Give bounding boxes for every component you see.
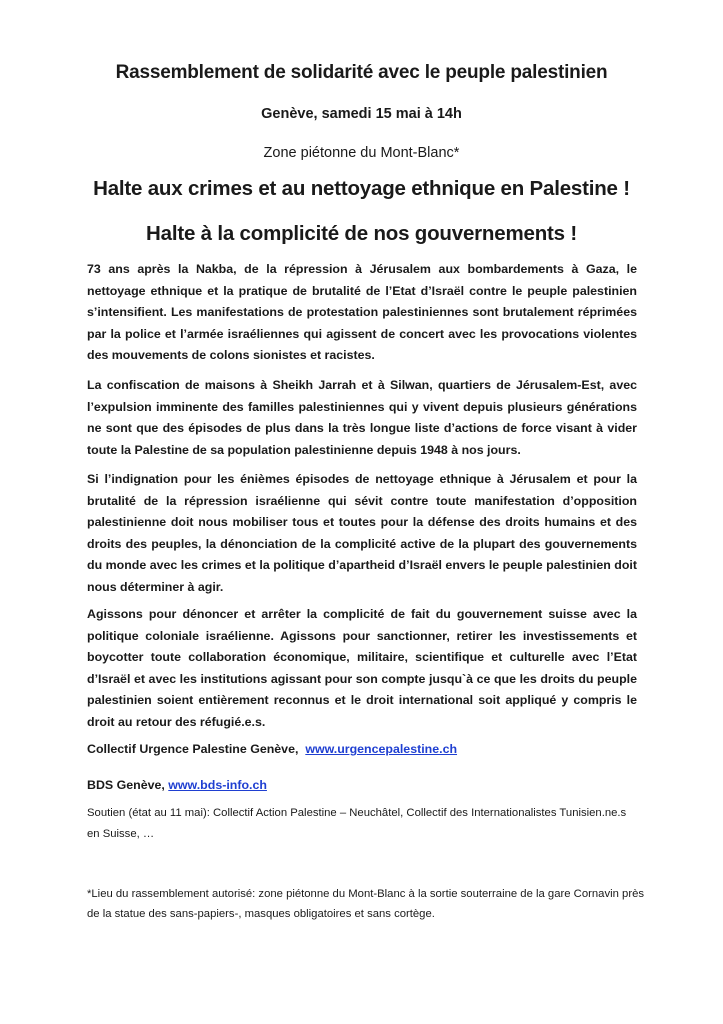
signatory-urgence-palestine: [87, 740, 457, 758]
headline-complicity: Halte à la complicité de nos gouvernements !: [146, 222, 577, 245]
signatory-name: BDS Genève,: [87, 778, 165, 792]
paragraph-agissons: Agissons pour dénoncer et arrêter la complicité de fait du gouvernement suisse avec la politique coloniale israélienne. Agissons pour sanctionner, retirer les investissements et boycotter toute collaboration économique, militaire, scientifique et culturelle avec l’Etat d’Israël et avec les institutions agissant pour son compte jusqu`à ce que les droits du peuple palestinien soient entièrement reconnus et le droit international soit appliqué y compris le droit au retour des réfugié.e.s.: [87, 607, 637, 729]
signatory-name: Collectif Urgence Palestine Genève,: [87, 742, 299, 756]
event-date: Genève, samedi 15 mai à 14h: [261, 106, 462, 122]
paragraph-nakba: 73 ans après la Nakba, de la répression à Jérusalem aux bombardements à Gaza, le nettoyage ethnique et la pratique de brutalité de l’Etat d’Israël contre le peuple palestinien s’intensifient. Les manifestations de protestation palestiniennes sont brutalement réprimées par la police et l’armée israéliennes qui agissent de concert avec les provocations violentes des mouvements de colons sionistes et racistes.: [87, 262, 637, 363]
headline-crimes: Halte aux crimes et au nettoyage ethnique en Palestine !: [93, 177, 630, 200]
document-title: Rassemblement de solidarité avec le peuple palestinien: [115, 62, 608, 83]
support-list: Soutien (état au 11 mai): Collectif Action Palestine – Neuchâtel, Collectif des Internationalistes Tunisien.ne.s en Suisse, …: [87, 807, 627, 840]
paragraph-indignation: Si l’indignation pour les énièmes épisodes de nettoyage ethnique à Jérusalem et pour la brutalité de la répression israélienne qui sévit contre toute manifestation d’opposition palestinienne doit nous mobiliser tous et toutes pour la défense des droits humains et des droits des peuples, la dénonciation de la complicité active de la plupart des gouvernements du monde avec les crimes et la politique d’apartheid d’Israël envers le peuple palestinien doit nous déterminer à agir.: [87, 472, 637, 594]
footnote: *Lieu du rassemblement autorisé: zone piétonne du Mont-Blanc à la sortie souterraine de la gare Cornavin près de la statue des sans-papiers-, masques obligatoires et sans cortège.: [87, 888, 645, 920]
event-location: Zone piétonne du Mont-Blanc*: [263, 145, 460, 161]
signatory-bds-geneve: [87, 776, 267, 794]
paragraph-confiscation: La confiscation de maisons à Sheikh Jarrah et à Silwan, quartiers de Jérusalem-Est, avec l’expulsion imminente des familles palestiniennes qui y vivent depuis plusieurs générations ne sont que des épisodes de plus dans la très longue liste d’actions de force visant à vider toute la Palestine de sa population palestinienne depuis 1948 à nos jours.: [87, 378, 637, 457]
urgencepalestine-link[interactable]: www.urgencepalestine.ch: [305, 742, 458, 756]
bds-info-link[interactable]: www.bds-info.ch: [168, 778, 267, 792]
